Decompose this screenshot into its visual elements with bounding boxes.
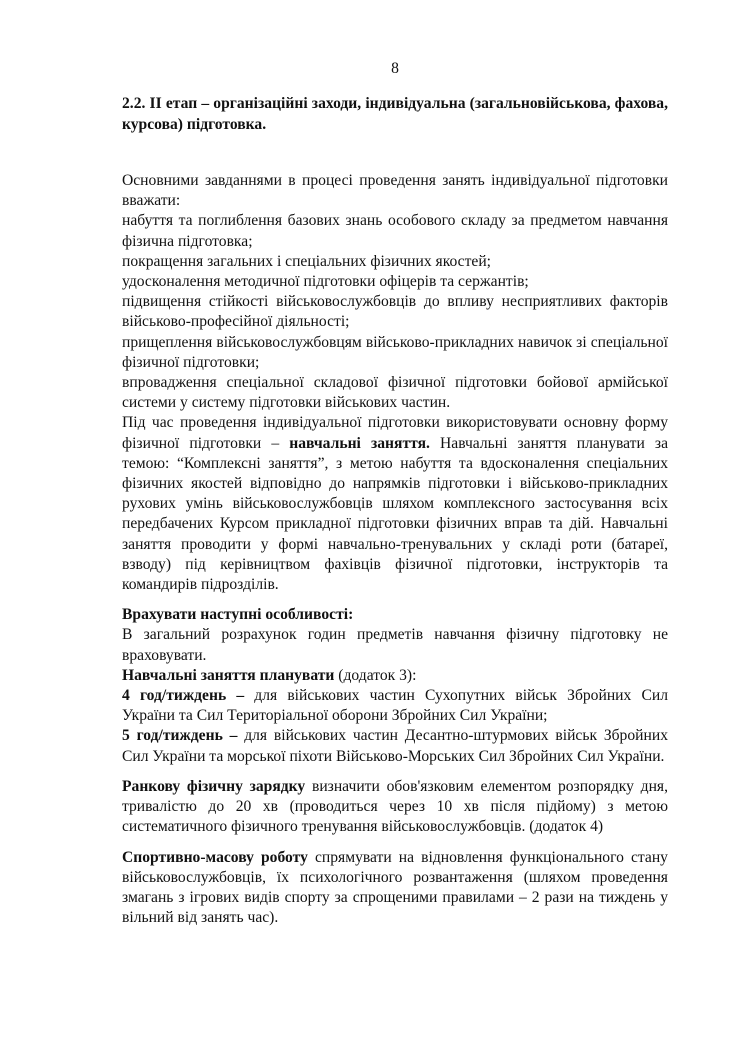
hours-text: для військових частин Сухопутних військ Збройних Сил України та Сил Територіальної оборони Збройних Сил України; <box>122 687 668 725</box>
features-title-text: Врахувати наступні особливості: <box>122 606 354 624</box>
training-form-text: Під час проведення індивідуальної підготовки використовувати основну форму фізичної підготовки – <box>122 414 668 452</box>
plan-paragraph <box>122 666 668 686</box>
training-form-paragraph <box>122 413 668 595</box>
page-number: 8 <box>391 60 399 77</box>
morning-exercise-paragraph <box>122 777 668 838</box>
hours-item <box>122 726 668 766</box>
training-form-text-rest: Навчальні заняття планувати за темою: “Комплексні заняття”, з метою набуття та вдосконалення спеціальних фізичних якостей відповідно до напрямків підготовки і військово-прикладних рухових умінь військовослужбовців шляхом комплексного застосування всіх передбачених Курсом прикладної підготовки фізичних вправ та дій. Навчальні заняття проводити у формі навчально-тренувальних у складі роти (батареї, взводу) під керівництвом фахівців фізичної підготовки, інструкторів та командирів підрозділів. <box>122 434 669 594</box>
task-item: удосконалення методичної підготовки офіцерів та сержантів; <box>122 273 529 291</box>
hours-item <box>122 686 668 726</box>
task-item: покращення загальних і спеціальних фізичних якостей; <box>122 252 492 270</box>
task-item: впровадження спеціальної складової фізичної підготовки бойової армійської системи у систему підготовки військових частин. <box>122 374 668 412</box>
sport-work-paragraph <box>122 848 668 929</box>
task-item: набуття та поглиблення базових знань особового складу за предметом навчання фізична підготовка; <box>122 212 668 250</box>
sport-work-text: спрямувати на відновлення функціонального стану військовослужбовців, їх психологічного розвантаження (шляхом проведення змагань з ігрових видів спорту за спрощеними правилами – 2 рази на тиждень у вільний від занять час). <box>122 848 668 927</box>
features-text: В загальний розрахунок годин предметів навчання фізичну підготовку не враховувати. <box>122 626 668 664</box>
hours-emphasis: 5 год/тиждень – <box>122 727 238 745</box>
hours-emphasis: 4 год/тиждень – <box>122 687 245 705</box>
intro-paragraph: Основними завданнями в процесі проведення занять індивідуальної підготовки вважати: <box>122 172 668 210</box>
plan-text: (додаток 3): <box>334 666 417 684</box>
features-title <box>122 605 668 625</box>
sport-work-emphasis: Спортивно-масову роботу <box>122 848 308 866</box>
morning-exercise-text: визначити обов'язковим елементом розпорядку дня, тривалістю до 20 хв (проводиться через 10 хв після підйому) з метою систематичного фізичного тренування військовослужбовців. (додаток 4) <box>122 777 669 836</box>
hours-text: для військових частин Десантно-штурмових військ Збройних Сил України та морської піхоти Військово-Морських Сил Збройних Сил України. <box>122 727 668 765</box>
training-form-emphasis: навчальні заняття. <box>289 434 430 452</box>
task-item: підвищення стійкості військовослужбовців до впливу несприятливих факторів військово-професійної діяльності; <box>122 293 668 331</box>
task-item: прищеплення військовослужбовцям військово-прикладних навичок зі спеціальної фізичної підготовки; <box>122 333 668 371</box>
morning-exercise-emphasis: Ранкову фізичну зарядку <box>122 777 306 795</box>
plan-emphasis: Навчальні заняття планувати <box>122 666 335 684</box>
section-heading: 2.2. II етап – організаційні заходи, індивідуальна (загальновійськова, фахова, курсова) підготовка. <box>122 95 668 133</box>
